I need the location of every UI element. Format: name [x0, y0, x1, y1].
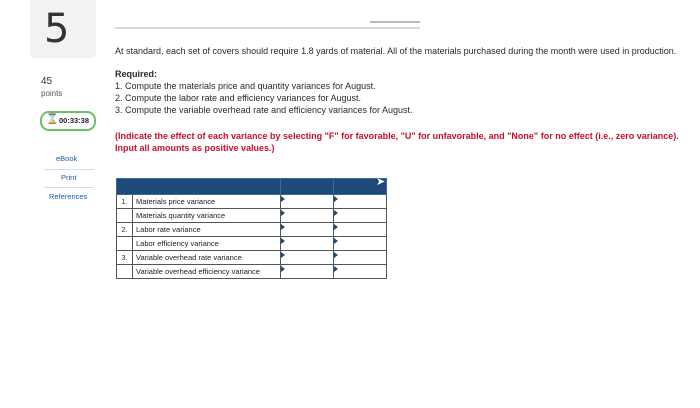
amount-input[interactable] [281, 209, 334, 223]
dropdown-marker-icon [334, 252, 338, 258]
divider [44, 169, 94, 170]
input-marker-icon [281, 266, 285, 272]
input-marker-icon [281, 224, 285, 230]
header-rule [115, 27, 420, 29]
divider [44, 187, 94, 188]
row-number [117, 265, 133, 279]
effect-select[interactable] [334, 195, 387, 209]
effect-select[interactable] [334, 265, 387, 279]
effect-select[interactable] [334, 237, 387, 251]
ebook-link[interactable]: eBook [56, 154, 78, 163]
timer-badge[interactable] [40, 111, 96, 131]
mouse-cursor-icon: ➤ [376, 176, 386, 188]
question-content [115, 45, 695, 154]
dropdown-marker-icon [334, 266, 338, 272]
requirement-2: 2. Compute the labor rate and efficiency variances for August. [115, 93, 361, 103]
amount-input[interactable] [281, 251, 334, 265]
row-number [117, 237, 133, 251]
table-row [117, 209, 387, 223]
points-value: 45 [41, 76, 53, 87]
table-row [117, 237, 387, 251]
row-label: Materials price variance [133, 195, 281, 209]
amount-input[interactable] [281, 195, 334, 209]
instruction-text: (Indicate the effect of each variance by selecting "F" for favorable, "U" for unfavorable, and "None" for no effect (i.e., zero variance). Input all amounts as positive values.) [115, 131, 679, 153]
row-label: Variable overhead efficiency variance [133, 265, 281, 279]
dropdown-marker-icon [334, 210, 338, 216]
table-header-row [117, 179, 387, 195]
row-number: 3. [117, 251, 133, 265]
dropdown-marker-icon [334, 224, 338, 230]
row-label: Labor efficiency variance [133, 237, 281, 251]
table-row [117, 223, 387, 237]
effect-select[interactable] [334, 209, 387, 223]
required-title: Required: [115, 69, 158, 79]
table-row [117, 251, 387, 265]
input-marker-icon [281, 196, 285, 202]
input-marker-icon [281, 238, 285, 244]
effect-select[interactable] [334, 251, 387, 265]
effect-select[interactable] [334, 223, 387, 237]
print-link[interactable]: Print [61, 173, 77, 182]
header-accent-rule [370, 21, 420, 23]
row-number [117, 209, 133, 223]
dropdown-marker-icon [334, 196, 338, 202]
table-row [117, 265, 387, 279]
requirement-1: 1. Compute the materials price and quantity variances for August. [115, 81, 376, 91]
question-number: 5 [44, 6, 70, 52]
hourglass-icon: ⌛ [46, 114, 59, 125]
header-cell [117, 179, 281, 195]
variance-table [116, 178, 387, 279]
intro-text: At standard, each set of covers should require 1.8 yards of material. All of the materials purchased during the month were used in production. [115, 46, 677, 56]
input-marker-icon [281, 252, 285, 258]
timer-text: 00:33:38 [59, 116, 90, 125]
header-cell [281, 179, 334, 195]
points-label: points [41, 89, 63, 98]
table-row [117, 195, 387, 209]
row-label: Variable overhead rate variance [133, 251, 281, 265]
row-label: Materials quantity variance [133, 209, 281, 223]
row-number: 2. [117, 223, 133, 237]
row-number: 1. [117, 195, 133, 209]
amount-input[interactable] [281, 265, 334, 279]
dropdown-marker-icon [334, 238, 338, 244]
input-marker-icon [281, 210, 285, 216]
amount-input[interactable] [281, 223, 334, 237]
row-label: Labor rate variance [133, 223, 281, 237]
requirement-3: 3. Compute the variable overhead rate and efficiency variances for August. [115, 105, 413, 115]
references-link[interactable]: References [49, 192, 88, 201]
amount-input[interactable] [281, 237, 334, 251]
